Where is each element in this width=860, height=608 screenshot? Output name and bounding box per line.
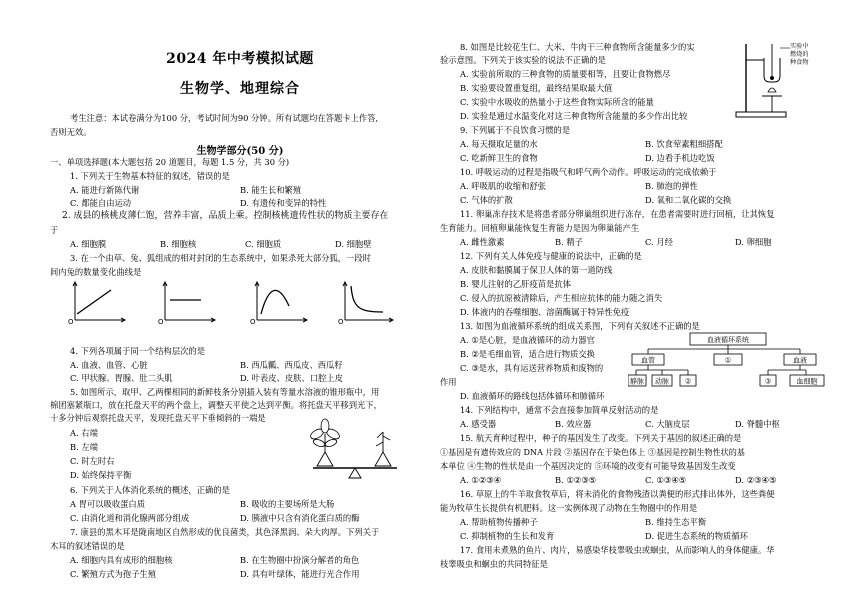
question-17-line-1: 17. 食用未煮熟的鱼片、肉片，易感染华枝睾吸虫或蛔虫，从而影响人的身体健康。华 [460,545,775,555]
q12-option-a: A. 皮肤和黏膜属于保卫人体的第一道防线 [460,265,613,275]
q7-option-c: C. 繁殖方式为孢子生殖 [70,569,156,579]
q2-option-d: D. 细胞壁 [335,239,372,249]
burning-food [768,88,776,92]
question-5-line-1: 5. 如图所示，取甲、乙两棵相同的新鲜枝条分别插入装有等量水溶液的锥形瓶中，用 [70,387,380,397]
question-15-line-1: 15. 航天育种过程中，种子的基因发生了改变。下列关于基因的叙述正确的是 [460,433,742,443]
q14-option-b: B. 效应器 [555,419,592,429]
question-6: 6. 下列关于人体消化系统的概述，正确的是 [70,485,230,495]
apparatus-label-1: 实验中 [790,43,809,50]
q4-option-a: A. 血液、血管、心脏 [70,360,148,370]
q14-option-c: C. 大脑皮层 [645,419,690,429]
q7-option-d: D. 具有叶绿体，能进行光合作用 [240,569,360,579]
section-title: 生物学部分(50 分) [196,146,284,157]
q9-option-c: C. 吃新鲜卫生的食物 [460,153,538,163]
q12-option-c: C. 侵入的抗原被清除后，产生相应抗体的能力随之消失 [460,293,663,303]
left-column [50,0,430,608]
q16-option-d: D. 促进生态系统的物质循环 [645,531,748,541]
balance-scale-figure [295,412,415,480]
question-9: 9. 下列属于不良饮食习惯的是 [460,125,571,135]
svg-text:O: O [338,318,344,326]
branch-jia [309,419,341,466]
q15-option-b: B. ①②③⑤ [555,475,597,485]
population-graphs [65,278,395,342]
notice-line-2: 否则无效。 [50,127,92,137]
q2-option-c: C. 细胞质 [245,239,282,249]
q11-option-b: B. 精子 [555,237,583,247]
q6-option-c: C. 由消化道和消化腺两部分组成 [70,513,190,523]
diagram-vessels: 血管 [641,356,655,365]
branch-yi [375,432,391,466]
question-15-line-2: ①基因是有遗传效应的 DNA 片段 ②基因存在于染色体上 ③基因是控制生物性状的基 [440,447,745,457]
question-12: 12. 下列有关人体免疫与健康的说法中，正确的是 [460,251,642,261]
q13-option-b: B. ②是毛细血管，适合进行物质交换 [460,349,595,359]
right-column [440,0,830,608]
q7-option-b: B. 在生物圈中扮演分解者的角色 [240,555,360,565]
q10-option-b: B. 肺泡的弹性 [645,181,698,191]
q10-option-a: A. 呼吸肌的收缩和舒张 [460,181,546,191]
combustion-apparatus-figure [732,38,824,122]
question-16-line-2: 能为牧草生长提供有机肥料。这一实例体现了动物在生物圈中的作用是 [440,503,698,513]
q13-option-c-cont: 作用 [440,377,457,387]
graph-d [338,282,393,326]
q16-option-b: B. 维持生态平衡 [645,517,707,527]
q4-option-c: C. 甲状腺、胃腺、肚二头肌 [70,373,173,383]
question-7-line-2: 木耳的叙述错误的是 [50,541,125,551]
q10-option-c: C. 气体的扩散 [460,195,513,205]
svg-text:O: O [250,318,256,326]
q15-option-c: C. ①③④⑤ [645,475,687,485]
question-8-line-2: 验示意图。下列关于该实验的说法不正确的是 [440,55,606,65]
diagram-node-2: ② [684,377,692,386]
question-3-line-2: 间内兔的数量变化曲线是 [50,267,142,277]
question-11-line-2: 生育能力。回植卵巢能恢复生育能力是因为卵巢能产生 [440,223,640,233]
q12-option-b: B. 婴儿注射的乙肝疫苗是抗体 [460,279,571,289]
graph-a [68,282,125,326]
q5-option-c: C. 时左时右 [70,456,115,466]
exam-subtitle: 生物学、地理综合 [180,81,300,97]
q13-option-c: C. ③是水，具有运送营养物质和废物的 [460,363,604,373]
diagram-artery: 动脉 [655,377,669,386]
question-2-line-2: 于 [50,225,59,235]
q15-option-d: D. ②③④⑤ [735,475,777,485]
q2-option-b: B. 细胞核 [160,239,197,249]
question-15-line-3: 本单位 ④生物的性状是由一个基因决定的 ⑤环境的改变有可能导致基因发生改变 [440,461,736,471]
q5-option-b: B. 左端 [70,442,98,452]
part1-heading: 一、单项选择题(本大题包括 20 道题目，每题 1.5 分，共 30 分) [50,157,290,167]
q8-option-b: B. 实验要设置重复组，最终结果取最大值 [460,83,613,93]
q9-option-d: D. 边看手机边吃饭 [645,153,715,163]
svg-text:O: O [158,318,164,326]
q4-option-d: D. 叶表皮、皮肤、口腔上皮 [240,373,343,383]
q5-option-d: D. 始终保持平衡 [70,470,132,480]
apparatus-label-2: 燃烧的 [790,51,809,58]
question-1: 1. 下列关于生物基本特征的叙述，错误的是 [70,171,230,181]
q9-option-b: B. 饮食荤素粗细搭配 [645,139,723,149]
q1-option-c: C. 都能自由运动 [70,198,132,208]
q13-option-a: A. ①是心脏，是血液循环的动力器官 [460,335,595,345]
graph-c [250,282,307,326]
question-17-line-2: 枝睾吸虫和蛔虫的共同特征是 [440,559,548,569]
question-5-line-3: 十多分钟后观察托盘天平，发现托盘天平下垂倾斜的一端是 [50,413,266,423]
question-11-line-1: 11. 卵巢冻存技术是将患者部分卵巢组织进行冻存，在患者需要时进行回植，让其恢复 [460,209,775,219]
diagram-blood-cells: 血细胞 [796,377,818,386]
q14-option-d: D. 脊髓中枢 [735,419,780,429]
graph-b [158,282,215,326]
diagram-vein: 静脉 [630,377,644,386]
question-8-line-1: 8. 如图是比较花生仁、大米、牛肉干三种食物所含能量多少的实 [460,42,695,52]
q10-option-d: D. 氧和二氧化碳的交换 [645,195,732,205]
q11-option-a: A. 雌性激素 [460,237,505,247]
q8-option-a: A. 实验前所取的三种食物的质量要相等，且要让食物燃尽 [460,69,671,79]
diagram-node-3: ③ [764,377,772,386]
question-16-line-1: 16. 草原上的牛羊取食牧草后，将未消化的食物残渣以粪便的形式排出体外，这些粪便 [460,489,775,499]
q6-option-d: D. 胰液中只含有消化蛋白质的酶 [240,513,360,523]
q5-option-a: A. 右端 [70,428,98,438]
q1-option-d: D. 有遗传和变异的特性 [240,198,327,208]
q8-option-d: D. 实验是通过水温变化对这三种食物所含能量的多少作出比较 [460,111,688,121]
notice-line-1: 考生注意：本试卷满分为100 分，考试时间为90 分钟。所有试题均在答题卡上作答, [70,113,379,123]
diagram-blood: 血液 [793,356,807,365]
q1-option-a: A. 能进行新陈代谢 [70,185,140,195]
svg-text:O: O [68,318,74,326]
q2-option-a: A. 细胞膜 [70,239,107,249]
question-7-line-1: 7. 康县的黑木耳是陇南地区自然形成的优良菌类，其色泽黑润、朵大肉厚。下列关于 [70,527,380,537]
question-13: 13. 如图为血液循环系统的组成关系图，下列有关叙述不正确的是 [460,321,700,331]
q13-option-d: D. 血液循环的路线包括体循环和肺循环 [460,391,605,401]
q14-option-a: A. 感受器 [460,419,497,429]
question-10: 10. 呼吸运动的过程是指吸气和呼气两个动作。呼吸运动的完成依赖于 [460,167,717,177]
q9-option-a: A. 每天摄取足量的水 [460,139,538,149]
stand-base [736,112,786,117]
q12-option-d: D. 体液内的吞噬细胞、溶菌酶属于特异性免疫 [460,307,630,317]
q1-option-b: B. 能生长和繁殖 [240,185,302,195]
q16-option-c: C. 抑制植物的生长和发育 [460,531,555,541]
question-4: 4. 下列各项属于同一个结构层次的是 [70,346,206,356]
q15-option-a: A. ①②③④ [460,475,502,485]
question-2-line-1: 2. 成县的核桃皮薄仁饱，营养丰富，品质上乘。控制核桃遗传性状的物质主要存在 [62,211,389,221]
q16-option-a: A. 帮助植物传播种子 [460,517,538,527]
exam-title: 2024 年中考模拟试题 [166,51,314,67]
q7-option-a: A. 细胞内具有成形的细胞核 [70,555,173,565]
apparatus-label-3: 种食物 [790,59,809,66]
question-3-line-1: 3. 在一个由草、兔、狐组成的相对封闭的生态系统中，如果杀死大部分狐，一段时 [70,253,371,263]
scale-pivot [349,468,361,478]
q11-option-d: D. 卵细胞 [735,237,772,247]
q6-option-a: A 胃可以吸收蛋白质 [70,499,146,509]
circulation-diagram [628,332,828,390]
q8-option-c: C. 实验中水吸收的热量小于这些食物实际所含的能量 [460,97,654,107]
diagram-node-1: ① [724,356,732,365]
q4-option-b: B. 西瓜瓤、西瓜皮、西瓜籽 [240,360,343,370]
question-5-line-2: 棉团塞紧瓶口，放在托盘天平的两个盘上，调整天平使之达到平衡。将托盘天平移到光下， [50,400,382,410]
q11-option-c: C. 月经 [645,237,673,247]
q6-option-b: B. 吸收的主要场所是大肠 [240,499,335,509]
diagram-top: 血液循环系统 [707,336,749,344]
question-14: 14. 下列结构中，通常不会直接参加简单反射活动的是 [460,405,659,415]
